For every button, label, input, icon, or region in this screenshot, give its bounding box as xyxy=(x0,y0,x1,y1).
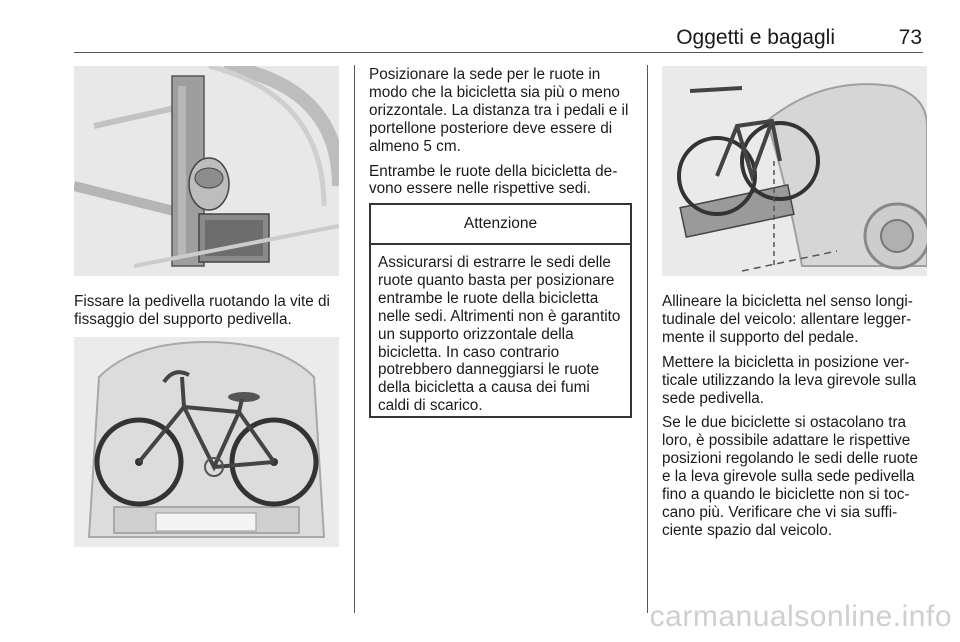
bike-on-carrier-illustration xyxy=(74,337,339,547)
pedal-clamp-drawing xyxy=(74,66,339,276)
warning-box xyxy=(369,203,632,418)
warning-title: Attenzione xyxy=(371,205,630,245)
pedal-clamp-caption-text: Fissare la pedivella ruotando la vite di fissaggio del supporto pedivella. xyxy=(74,293,330,328)
pedal-clamp-caption xyxy=(74,293,342,336)
pedal-clamp-illustration xyxy=(74,66,339,276)
bike-on-carrier-drawing xyxy=(74,337,339,547)
vertical-position-paragraph: Mettere la bicicletta in posizione verticale utilizzando la leva girevole sulla sede pedivella. xyxy=(662,353,917,407)
column-divider-right xyxy=(647,65,648,613)
middle-column-text xyxy=(369,66,637,205)
carrier-on-car-drawing xyxy=(662,66,927,276)
wheel-seat-paragraph: Posizionare la sede per le ruote in modo che la bicicletta sia più o meno orizzontale. La distanza tra i pedali e il portellone posteriore deve essere di almeno 5 cm. xyxy=(369,66,629,155)
page-header-title: Oggetti e bagagli xyxy=(676,26,835,49)
header-divider xyxy=(74,52,923,53)
carrier-on-car-illustration xyxy=(662,66,927,276)
column-divider-left xyxy=(354,65,355,613)
page-number: 73 xyxy=(898,26,922,49)
watermark: carmanualsonline.info xyxy=(649,600,952,633)
warning-text: Assicurarsi di estrarre le sedi delle ruote quanto basta per posizionare entrambe le ruote della bicicletta nelle sedi. Altrimenti non è garantito un supporto orizzontale della bicicletta. In caso contrario potrebbero danneggiarsi le ruote della bicicletta a causa dei fumi caldi di scarico. xyxy=(378,254,621,415)
right-column-text xyxy=(662,293,930,547)
align-bike-paragraph: Allineare la bicicletta nel senso longitudinale del veicolo: allentare leggermente il supporto del pedale. xyxy=(662,293,913,346)
wheels-in-seats-paragraph: Entrambe le ruote della bicicletta devono essere nelle rispettive sedi. xyxy=(369,162,618,198)
two-bikes-paragraph: Se le due biciclette si ostacolano tra loro, è possibile adattare le rispettive posizioni regolando le sedi delle ruote e la leva girevole sulla sede pedivella fino a quando le biciclette non si toccano più. Verificare che vi sia sufficiente spazio dal veicolo. xyxy=(662,414,918,539)
